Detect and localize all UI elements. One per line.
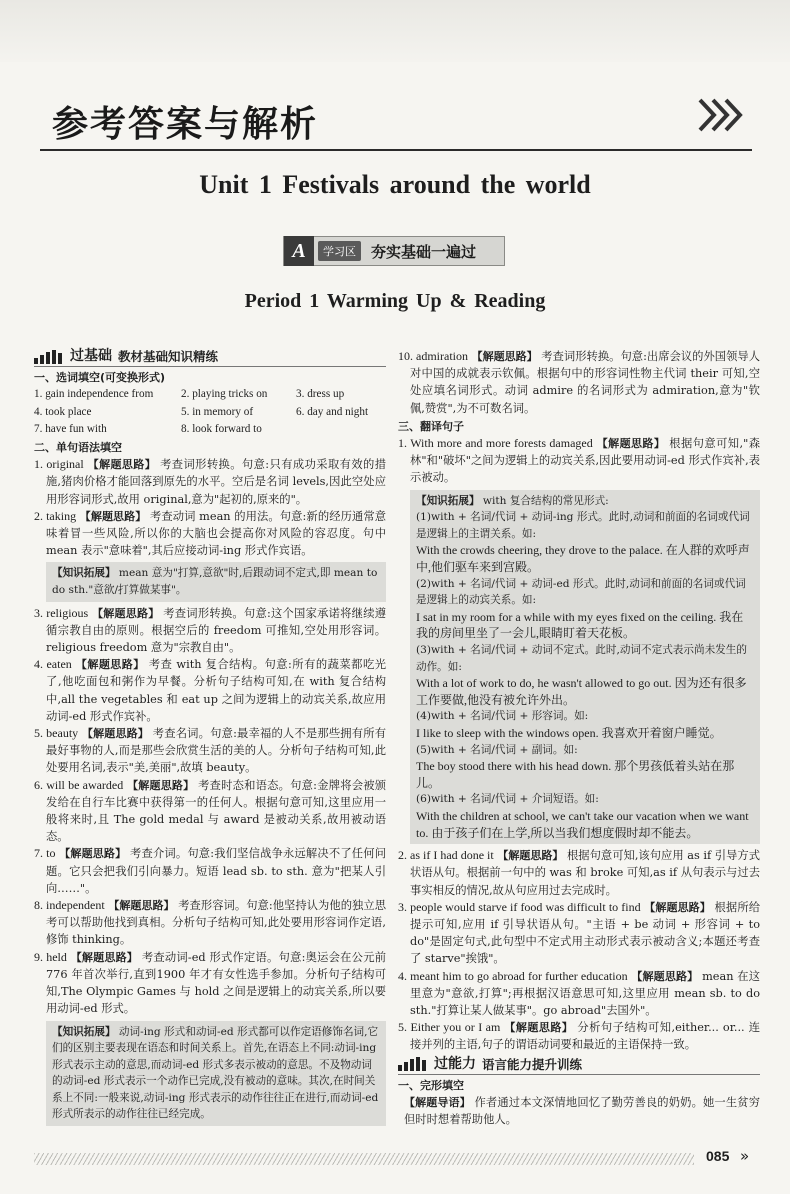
ext-tag: 【知识拓展】	[52, 567, 116, 580]
explanation: 考查动词 mean 的用法。句意:新的经历通常意味着冒一些风险,所以你的大脑也会提高你对风险的容忍度。句中 mean 表示"意味着",其后应接动词-ing 形式作宾语。	[46, 509, 387, 558]
part-title: 二、单句语法填空	[34, 441, 122, 455]
ext-line: With a lot of work to do, he wasn't allowed to go out. 因为还有很多工作要做,他没有被允许外出。	[416, 676, 747, 707]
explanation: 考查时态和语态。句意:金牌将会被颁发给在自行车比赛中获得第一的任何人。根据句意可知,这里应用一般将来时,且 The gold medal 与 award 是被动关系,故用被动语态。	[46, 778, 387, 844]
hint-tag: 【解题思路】	[79, 509, 147, 523]
ext-line: (4)with + 名词/代词 + 形容词。如:	[416, 710, 589, 723]
answer: 1. original	[34, 457, 84, 472]
ext-line: I like to sleep with the windows open. 我喜欢开着窗户睡觉。	[416, 725, 722, 740]
answer-item	[34, 456, 386, 508]
hint-tag: 【解题思路】	[70, 950, 139, 964]
ext-text: mean 意为"打算,意欲"时,后跟动词不定式,即 mean to do sth."意欲/打算做某事"。	[52, 567, 378, 597]
ext-line: With the crowds cheering, they drove to the palace. 在人群的欢呼声中,他们驱车来到宫殿。	[416, 543, 750, 574]
answer-item	[34, 508, 386, 560]
hint-tag: 【解题思路】	[59, 847, 127, 861]
ext-line: I sat in my room for a while with my eyes fixed on the ceiling. 我在我的房间里坐了一会儿,眼睛盯着天花板。	[416, 609, 744, 641]
vocab-item: 6. day and night	[296, 405, 369, 418]
hint-tag: 【解题思路】	[108, 899, 175, 913]
answer: 6. will be awarded	[34, 777, 124, 792]
answer-item	[398, 435, 760, 487]
explanation: 根据句意可知,"森林"和"破坏"之间为逻辑上的动宾关系,因此要用动词-ed 形式作宾补,表示被动。	[410, 437, 761, 485]
answer: 5. Either you or I am	[398, 1020, 501, 1035]
answer: 8. independent	[34, 898, 105, 913]
page-number: 085	[706, 1148, 730, 1164]
vocab-item: 5. in memory of	[181, 405, 254, 418]
section-subtitle: 教材基础知识精练	[118, 349, 219, 364]
guide-tag: 【解题导语】	[404, 1095, 471, 1109]
explanation: 分析句子结构可知,either... or... 连接并列的主语,句子的谓语动词要和最近的主语保持一致。	[410, 1021, 760, 1052]
ext-text: 动词-ing 形式和动词-ed 形式都可以作定语修饰名词,它们的区别主要表现在语态和时间关系上。首先,在语态上不同:动词-ing 形式表示主动的意思,而动词-ed 形式多表示被动的意思。不及物动词的动词-ed 形式表示一个动作已完成,没有被动的意味。其次,在时间关系上不同:一般来说,动词-ing 形式表示的动作往往正在进行,而动词-ed 形式所表示的动作往往已经完成。	[52, 1025, 379, 1121]
ext-line: With the children at school, we can't take our vacation when we want to. 由于孩子们在上学,所以当我们想度假时却不能去。	[416, 808, 749, 840]
hint-tag: 【解题思路】	[87, 458, 157, 472]
answer: 5. beauty	[34, 726, 79, 741]
footer-hatch	[34, 1153, 694, 1165]
hint-tag: 【解题思路】	[92, 606, 160, 620]
banner-text: 夯实基础一遍过	[371, 242, 477, 261]
hint-tag: 【解题思路】	[497, 849, 564, 863]
ext-line: (3)with + 名词/代词 + 动词不定式。此时,动词不定式表示尚未发生的动作。如:	[416, 643, 747, 673]
hint-tag: 【解题思路】	[504, 1021, 574, 1035]
explanation: 考查词形转换。句意:这个国家承诺将继续遵循宗教自由的原则。根据空后的 freedom 可推知,空处用形容词。religious freedom 意为"宗教自由"。	[46, 606, 387, 655]
answer-item	[34, 725, 386, 777]
explanation: 考查词形转换。句意:出席会议的外国领导人对中国的成就表示钦佩。根据句中的形容词性物主代词 their 可知,空处应填名词形式。动词 admire 的名词形式为 admiration,意为"钦佩,赞赏",为不可数名词。	[410, 350, 761, 415]
answer-item	[398, 1019, 760, 1053]
section-bars-icon	[398, 1057, 428, 1071]
part-title: 一、完形填空	[398, 1078, 464, 1092]
answer: 2. taking	[34, 508, 77, 523]
explanation: 考查词形转换。句意:只有成功采取有效的措施,猪肉价格才能回落到原先的水平。空后是名词 levels,因此空处应用形容词形式,故用 original,意为"起初的,原来的"。	[46, 458, 387, 506]
part-title: 一、选词填空(可变换形式)	[34, 371, 166, 385]
ext-line: (5)with + 名词/代词 + 副词。如:	[416, 743, 578, 756]
section-header-basics	[34, 348, 386, 367]
explanation: 根据所给提示可知,应用 if 引导状语从句。"主语 + be 动词 + 形容词 + to do"是固定句式,此句型中不定式用主动形式表示被动含义;本题还考查了 starve"挨饿"。	[410, 900, 761, 966]
hint-tag: 【解题思路】	[81, 727, 149, 741]
header-rule	[40, 149, 752, 151]
answer: 4. eaten	[34, 657, 72, 672]
answer: 1. With more and more forests damaged	[398, 436, 593, 451]
answer: 10. admiration	[398, 349, 468, 363]
hint-tag: 【解题思路】	[631, 969, 699, 983]
ext-line: (1)with + 名词/代词 + 动词-ing 形式。此时,动词和前面的名词或代词是逻辑上的主谓关系。如:	[416, 511, 750, 540]
answer-item	[34, 656, 386, 725]
answer-item	[34, 949, 386, 1018]
ext-line: The boy stood there with his head down. 那个男孩低着头站在那儿。	[416, 759, 735, 790]
hint-tag: 【解题思路】	[75, 658, 145, 672]
right-column	[398, 348, 760, 1128]
answer-item	[398, 899, 760, 968]
explanation: 考查 with 复合结构。句意:所有的蔬菜都吃光了,他吃面包和粥作为早餐。分析句子结构可知,在 with 复合结构中,all the vegetables 和 eat up 之间为逻辑上的动宾关系,故应用动词-ed 形式作宾补。	[46, 658, 387, 723]
ext-line: (2)with + 名词/代词 + 动词-ed 形式。此时,动词和前面的名词或代词是逻辑上的动宾关系。如:	[416, 577, 746, 607]
section-subtitle: 语言能力提升训练	[482, 1056, 583, 1072]
answer-item	[34, 777, 386, 846]
guide-item	[398, 1094, 760, 1128]
hint-tag: 【解题思路】	[596, 437, 666, 451]
explanation: 根据句意可知,该句应用 as if 引导方式状语从句。根据前一句中的 was 和 broke 可知,as if 从句表示与过去事实相反的情况,故从句应用过去完成时。	[410, 849, 760, 897]
answer-item	[398, 348, 760, 417]
answer-item	[34, 897, 386, 949]
section-bars-icon	[34, 350, 64, 364]
answer-item	[398, 847, 760, 899]
answer-item	[398, 968, 760, 1020]
guide-text: 作者通过本文深情地回忆了勤劳善良的奶奶。她一生贫穷但时时想着帮助他人。	[404, 1095, 761, 1127]
knowledge-box	[46, 1021, 386, 1127]
explanation: mean 在这里意为"意欲,打算";再根据汉语意思可知,这里应用 mean sb. to do sth."打算让某人做某事"。go abroad"去国外"。	[410, 969, 761, 1017]
hint-tag: 【解题思路】	[471, 350, 538, 363]
answer-item	[34, 605, 386, 657]
vocab-item: 8. look forward to	[181, 422, 262, 435]
vocab-item: 3. dress up	[296, 388, 345, 401]
answer: 3. religious	[34, 605, 89, 620]
explanation: 考查介词。句意:我们坚信战争永远解决不了任何问题。它只会把我们引向暴力。短语 lead sb. to sth. 意为"把某人引向……"。	[46, 847, 386, 895]
answer: 3. people would starve if food was difficult to find	[398, 899, 641, 914]
answer: 7. to	[34, 846, 56, 861]
chevrons-icon	[696, 96, 744, 134]
vocab-item: 7. have fun with	[34, 422, 107, 435]
hint-tag: 【解题思路】	[644, 900, 711, 914]
vocab-answers	[34, 386, 386, 438]
section-header-ability	[398, 1056, 760, 1075]
vocab-item: 4. took place	[34, 405, 92, 418]
top-strip	[0, 0, 790, 62]
answer-item	[34, 845, 386, 897]
ext-tag: 【知识拓展】	[52, 1025, 116, 1038]
answer: 4. meant him to go abroad for further education	[398, 968, 628, 983]
period-title: Period 1 Warming Up & Reading	[244, 290, 546, 312]
left-column	[34, 348, 386, 1129]
next-arrow-icon: »	[740, 1147, 750, 1165]
answer: 9. held	[34, 949, 67, 964]
ext-tag: 【知识拓展】	[416, 494, 480, 507]
unit-title: Unit 1 Festivals around the world	[199, 170, 591, 199]
knowledge-box	[410, 490, 760, 844]
answer: 2. as if I had done it	[398, 848, 494, 863]
hint-tag: 【解题思路】	[127, 778, 195, 792]
section-title: 过基础	[70, 348, 112, 364]
explanation: 考查形容词。句意:他坚持认为他的独立思考可以帮助他找到真相。分析句子结构可知,此处要用形容词作定语,修饰 thinking。	[46, 899, 387, 947]
section-banner	[283, 236, 505, 266]
explanation: 考查名词。句意:最幸福的人不是那些拥有所有最好事物的人,而是那些会欣赏生活的美的人。分析句子结构可知,此处要用名词,表示"美,美丽",故填 beauty。	[46, 727, 387, 775]
banner-letter: A	[284, 236, 314, 266]
page-title: 参考答案与解析	[52, 104, 319, 145]
ext-line: (6)with + 名词/代词 + 介词短语。如:	[416, 793, 599, 806]
knowledge-box	[46, 562, 386, 601]
part-title: 三、翻译句子	[398, 419, 464, 433]
ext-intro: with 复合结构的常见形式:	[479, 494, 609, 507]
vocab-item	[296, 421, 386, 438]
explanation: 考查动词-ed 形式作定语。句意:奥运会在公元前776 年首次举行,直到1900 年才有女性选手参加。分析句子结构可知,The Olympic Games 与 hold 之间是逻辑上的动宾关系,所以要用动词-ed 形式。	[46, 950, 387, 1016]
banner-tag: 学习区	[318, 241, 361, 261]
vocab-item: 2. playing tricks on	[181, 388, 268, 401]
section-title: 过能力	[434, 1055, 476, 1072]
vocab-item: 1. gain independence from	[34, 388, 154, 401]
